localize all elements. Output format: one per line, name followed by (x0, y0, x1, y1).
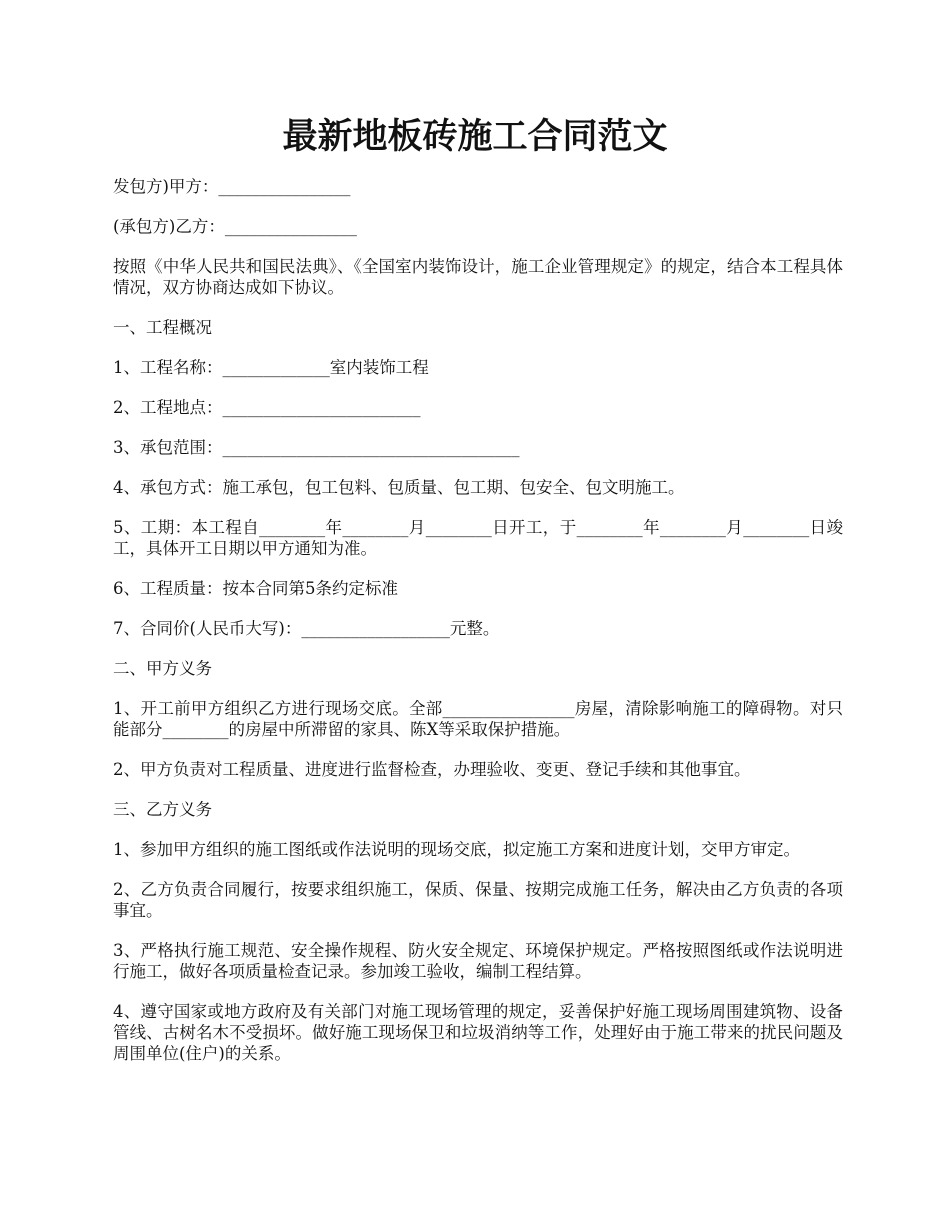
document-body (113, 176, 843, 1083)
party-b-obligation-4: 4、遵守国家或地方政府及有关部门对施工现场管理的规定，妥善保护好施工现场周围建筑物、设备管线、古树名木不受损坏。做好施工现场保卫和垃圾消纳等工作，处理好由于施工带来的扰民问题及周围单位(住户)的关系。 (113, 1002, 843, 1063)
party-b-line: (承包方)乙方：________________ (113, 217, 357, 236)
clause-contract-method: 4、承包方式：施工承包，包工包料、包质量、包工期、包安全、包文明施工。 (113, 478, 685, 497)
party-b-obligation-2: 2、乙方负责合同履行，按要求组织施工，保质、保量、按期完成施工任务，解决由乙方负责的各项事宜。 (113, 880, 843, 920)
party-a-obligation-2: 2、甲方负责对工程质量、进度进行监督检查，办理验收、变更、登记手续和其他事宜。 (113, 760, 751, 779)
section-heading-party-a-obligations: 二、甲方义务 (113, 659, 212, 678)
party-a-obligation-1: 1、开工前甲方组织乙方进行现场交底。全部________________房屋，清除影响施工的障碍物。对只能部分________的房屋中所滞留的家具、陈X等采取保护措施。 (113, 699, 843, 739)
clause-quality: 6、工程质量：按本合同第5条约定标准 (113, 579, 398, 598)
section-heading-project-overview: 一、工程概况 (113, 318, 212, 337)
document-title: 最新地板砖施工合同范文 (282, 116, 668, 157)
clause-schedule: 5、工期：本工程自________年________月________日开工，于________年________月________日竣工，具体开工日期以甲方通知为准。 (113, 518, 843, 558)
party-b-obligation-3: 3、严格执行施工规范、安全操作规程、防火安全规定、环境保护规定。严格按照图纸或作法说明进行施工，做好各项质量检查记录。参加竣工验收，编制工程结算。 (113, 941, 843, 981)
section-heading-party-b-obligations: 三、乙方义务 (113, 800, 212, 819)
party-a-line: 发包方)甲方：________________ (113, 177, 351, 196)
clause-project-location: 2、工程地点：________________________ (113, 398, 421, 417)
clause-contract-price: 7、合同价(人民币大写)：__________________元整。 (113, 619, 500, 638)
clause-contract-scope: 3、承包范围：____________________________________ (113, 438, 520, 457)
preamble-paragraph: 按照《中华人民共和国民法典》、《全国室内装饰设计，施工企业管理规定》的规定，结合本工程具体情况，双方协商达成如下协议。 (113, 257, 843, 297)
clause-project-name: 1、工程名称：_____________室内装饰工程 (113, 358, 429, 377)
party-b-obligation-1: 1、参加甲方组织的施工图纸或作法说明的现场交底，拟定施工方案和进度计划，交甲方审定。 (113, 840, 800, 859)
